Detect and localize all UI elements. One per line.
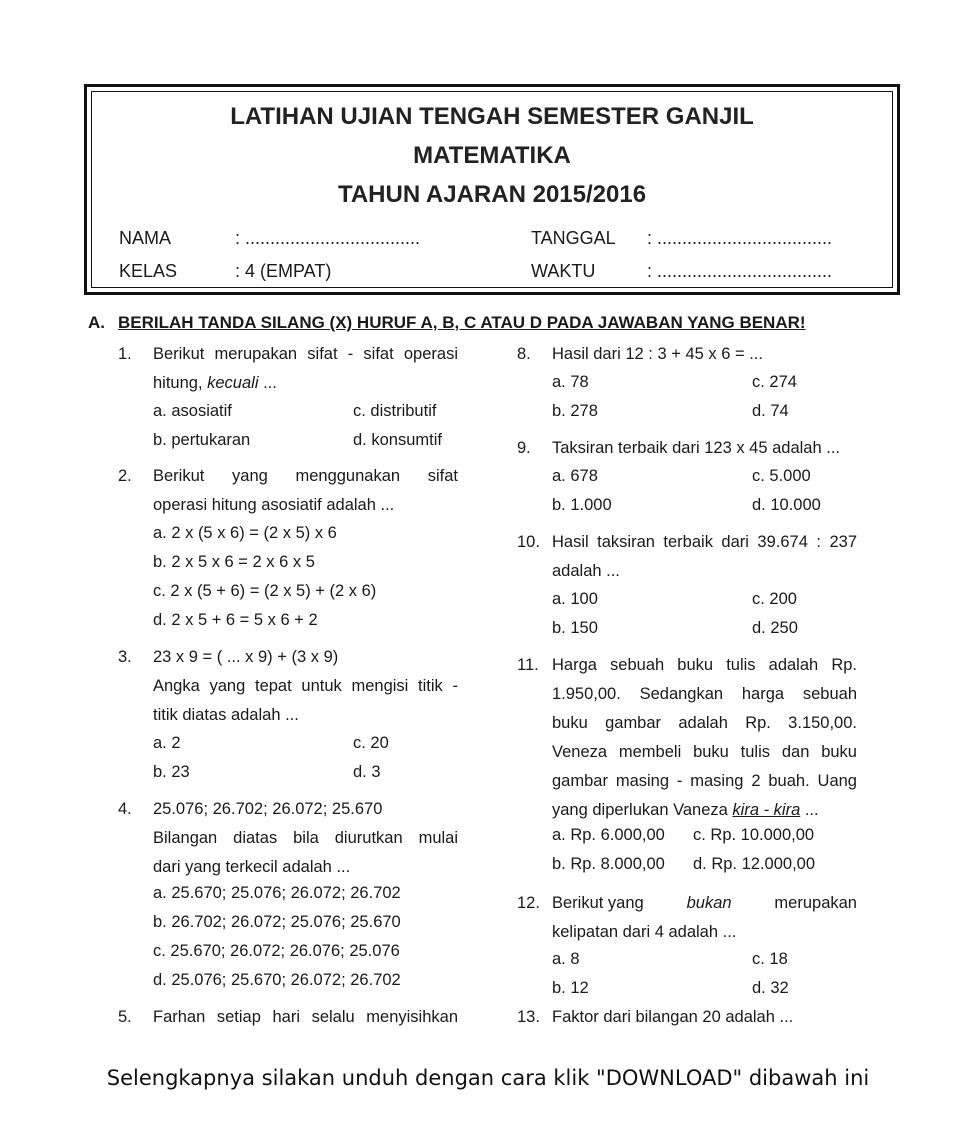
option-b[interactable]: b. 23 — [153, 763, 190, 781]
exam-header-box — [84, 84, 900, 295]
waktu-field: : ................................... — [647, 261, 833, 281]
option-c[interactable]: c. 2 x (5 + 6) = (2 x 5) + (2 x 6) — [153, 582, 377, 600]
text-part: Berikut yang — [552, 894, 649, 912]
question-text: Harga sebuah buku tulis adalah Rp. — [552, 656, 857, 674]
question-text-cont: Bilangan diatas bila diurutkan mulai — [153, 829, 458, 847]
question-number: 12. — [517, 894, 540, 912]
option-a[interactable]: a. 78 — [552, 373, 589, 391]
option-c[interactable]: c. 20 — [353, 734, 389, 752]
question-text-cont: dari yang terkecil adalah ... — [153, 858, 351, 876]
nama-field: : ................................... — [235, 228, 421, 248]
option-d[interactable]: d. konsumtif — [353, 431, 442, 449]
option-b[interactable]: b. pertukaran — [153, 431, 251, 449]
option-a[interactable]: a. Rp. 6.000,00 — [552, 826, 665, 844]
question-number: 4. — [118, 800, 132, 818]
option-c[interactable]: c. 274 — [752, 373, 797, 391]
question-text: Berikut merupakan sifat - sifat operasi — [153, 345, 458, 363]
option-a[interactable]: a. 8 — [552, 950, 580, 968]
option-b[interactable]: b. 150 — [552, 619, 598, 637]
question-text: 25.076; 26.702; 26.072; 25.670 — [153, 800, 383, 818]
option-c[interactable]: c. 25.670; 26.072; 26.076; 25.076 — [153, 942, 400, 960]
question-number: 9. — [517, 439, 531, 457]
question-text: 23 x 9 = ( ... x 9) + (3 x 9) — [153, 648, 339, 666]
question-number: 1. — [118, 345, 132, 363]
question-text-cont — [552, 796, 819, 825]
option-d[interactable]: d. 74 — [752, 402, 789, 420]
option-a[interactable]: a. 25.670; 25.076; 26.072; 26.702 — [153, 884, 401, 902]
text-part: ... — [800, 801, 819, 819]
section-instruction: BERILAH TANDA SILANG (X) HURUF A, B, C ATAU D PADA JAWABAN YANG BENAR! — [118, 313, 806, 332]
option-d[interactable]: d. 10.000 — [752, 496, 821, 514]
text-part: merupakan — [769, 894, 857, 912]
question-text: Hasil taksiran terbaik dari 39.674 : 237 — [552, 533, 857, 551]
option-b[interactable]: b. 2 x 5 x 6 = 2 x 6 x 5 — [153, 553, 315, 571]
option-d[interactable]: d. 32 — [752, 979, 789, 997]
option-c[interactable]: c. Rp. 10.000,00 — [693, 826, 815, 844]
tanggal-label: TANGGAL — [531, 228, 616, 248]
question-text-cont: operasi hitung asosiatif adalah ... — [153, 496, 395, 514]
option-d[interactable]: d. Rp. 12.000,00 — [693, 855, 816, 873]
option-b[interactable]: b. Rp. 8.000,00 — [552, 855, 665, 873]
italic-keyword: bukan — [686, 894, 732, 912]
option-a[interactable]: a. 100 — [552, 590, 598, 608]
question-number: 5. — [118, 1008, 132, 1026]
kelas-value: : 4 (EMPAT) — [235, 261, 332, 281]
option-b[interactable]: b. 26.702; 26.072; 25.076; 25.670 — [153, 913, 401, 931]
text-part: ... — [258, 374, 277, 392]
option-d[interactable]: d. 250 — [752, 619, 798, 637]
exam-subject: MATEMATIKA — [413, 142, 571, 169]
option-d[interactable]: d. 2 x 5 + 6 = 5 x 6 + 2 — [153, 611, 318, 629]
question-number: 3. — [118, 648, 132, 666]
question-text-cont: kelipatan dari 4 adalah ... — [552, 923, 737, 941]
italic-keyword: kecuali — [207, 374, 259, 392]
question-text: Hasil dari 12 : 3 + 45 x 6 = ... — [552, 345, 763, 363]
section-letter: A. — [88, 313, 105, 332]
kelas-label: KELAS — [119, 261, 178, 281]
tanggal-field: : ................................... — [647, 228, 833, 248]
question-number: 13. — [517, 1008, 540, 1026]
question-text: Farhan setiap hari selalu menyisihkan — [153, 1008, 458, 1026]
question-text: Taksiran terbaik dari 123 x 45 adalah ... — [552, 439, 841, 457]
download-notice: Selengkapnya silakan unduh dengan cara klik "DOWNLOAD" dibawah ini — [106, 1066, 870, 1090]
option-b[interactable]: b. 12 — [552, 979, 589, 997]
question-text-cont: adalah ... — [552, 562, 620, 580]
option-a[interactable]: a. 2 x (5 x 6) = (2 x 5) x 6 — [153, 524, 337, 542]
question-text: Berikut yang menggunakan sifat — [153, 467, 458, 485]
option-a[interactable]: a. 2 — [153, 734, 181, 752]
option-b[interactable]: b. 1.000 — [552, 496, 612, 514]
exam-title: LATIHAN UJIAN TENGAH SEMESTER GANJIL — [230, 103, 754, 130]
question-text — [552, 889, 857, 918]
option-c[interactable]: c. 18 — [752, 950, 788, 968]
question-text-cont: 1.950,00. Sedangkan harga sebuah — [552, 685, 857, 703]
option-c[interactable]: c. 5.000 — [752, 467, 811, 485]
option-d[interactable]: d. 3 — [353, 763, 381, 781]
question-text-cont: Veneza membeli buku tulis dan buku — [552, 743, 857, 761]
option-a[interactable]: a. 678 — [552, 467, 598, 485]
option-c[interactable]: c. 200 — [752, 590, 797, 608]
text-part: yang diperlukan Vaneza — [552, 801, 733, 819]
question-number: 11. — [517, 656, 539, 674]
option-a[interactable]: a. asosiatif — [153, 402, 232, 420]
question-text-cont: gambar masing - masing 2 buah. Uang — [552, 772, 857, 790]
question-text: Faktor dari bilangan 20 adalah ... — [552, 1008, 794, 1026]
italic-keyword: kira - kira — [732, 801, 801, 819]
question-number: 10. — [517, 533, 540, 551]
option-b[interactable]: b. 278 — [552, 402, 598, 420]
nama-label: NAMA — [119, 228, 172, 248]
question-text-cont: Angka yang tepat untuk mengisi titik - — [153, 677, 458, 695]
option-c[interactable]: c. distributif — [353, 402, 437, 420]
text-part: hitung, — [153, 374, 208, 392]
question-number: 8. — [517, 345, 531, 363]
question-text-cont: titik diatas adalah ... — [153, 706, 299, 724]
exam-year: TAHUN AJARAN 2015/2016 — [337, 181, 647, 208]
question-text-cont: buku gambar adalah Rp. 3.150,00. — [552, 714, 857, 732]
section-a-heading — [88, 313, 806, 333]
waktu-label: WAKTU — [531, 261, 596, 281]
option-d[interactable]: d. 25.076; 25.670; 26.072; 26.702 — [153, 971, 401, 989]
question-number: 2. — [118, 467, 132, 485]
question-text-cont — [153, 369, 277, 398]
